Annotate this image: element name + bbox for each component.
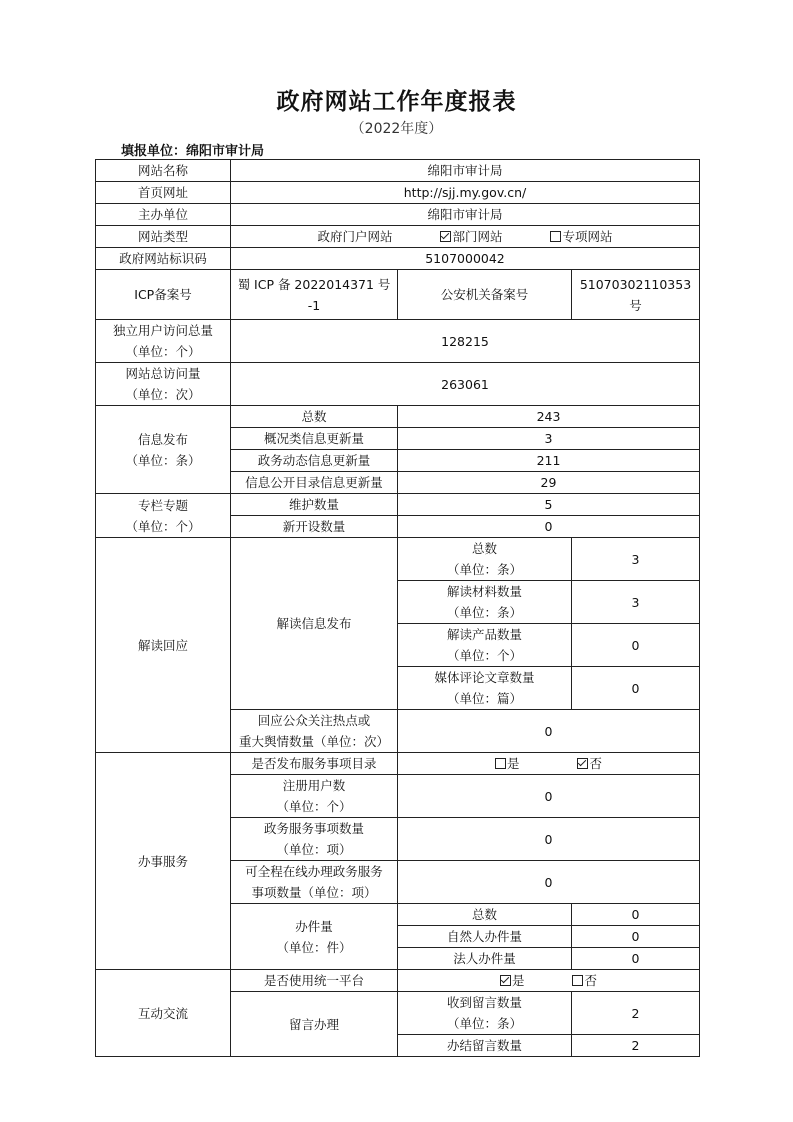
unique-visitors-label [96,320,231,363]
interp-products-unit: （单位：个） [446,648,522,663]
interp-hotspot-value: 0 [398,710,700,753]
info-publish-label-line1: 信息发布 [137,431,188,447]
total-visits-unit: （单位：次） [125,387,201,402]
service-items-label-line1: 政务服务事项数量 [263,821,364,836]
service-catalog-yes [495,753,520,774]
cases-legal-value: 0 [572,948,700,970]
columns-unit: （单位：个） [125,518,201,534]
online-items-label-line1: 可全程在线办理政务服务 [245,864,383,879]
report-table [95,159,700,1057]
interaction-label: 互动交流 [96,970,231,1057]
columns-label-line1: 专栏专题 [137,497,188,513]
interp-materials-value: 3 [572,581,700,624]
info-publish-unit: （单位：条） [125,452,201,468]
interp-total-value: 3 [572,538,700,581]
row-interp-total [96,538,700,581]
home-url-value: http://sjj.my.gov.cn/ [231,182,700,204]
cases-label-line1: 办件量 [295,918,333,934]
site-name-label: 网站名称 [96,160,231,182]
messages-label: 留言办理 [231,992,398,1057]
unique-visitors-value: 128215 [231,320,700,363]
registered-users-label-line1: 注册用户数 [282,778,346,793]
site-type-option-special [550,226,612,247]
page-title: 政府网站工作年度报表 [276,89,517,115]
row-columns-maintained [96,494,700,516]
interp-media-unit: （单位：篇） [446,691,522,706]
interp-media-label-line1: 媒体评论文章数量 [434,670,535,685]
site-type-option-department [440,226,502,247]
row-unique-visitors [96,320,700,363]
row-site-name [96,160,700,182]
site-name-value: 绵阳市审计局 [231,160,700,182]
info-news-value: 211 [398,450,700,472]
interp-materials-label [398,581,572,624]
site-type-special-label: 专项网站 [562,229,613,244]
site-type-department-label: 部门网站 [452,229,503,244]
row-home-url [96,182,700,204]
cases-unit: （单位：件） [276,939,352,955]
interp-products-label [398,624,572,667]
info-overview-value: 3 [398,428,700,450]
unified-platform-yes-label: 是 [512,973,525,988]
interp-media-value: 0 [572,667,700,710]
icp-value [231,270,398,320]
row-site-id [96,248,700,270]
columns-new-value: 0 [398,516,700,538]
checked-box-icon [577,758,588,769]
columns-maintained-value: 5 [398,494,700,516]
registered-users-value: 0 [398,775,700,818]
messages-closed-label: 办结留言数量 [398,1035,572,1057]
service-catalog-no [577,753,602,774]
interp-hotspot-label-line2: 重大舆情数量（单位：次） [238,734,389,749]
row-icp [96,270,700,320]
report-year: （2022年度） [350,121,443,137]
interp-total-unit: （单位：条） [446,562,522,577]
unchecked-box-icon [495,758,506,769]
online-items-value: 0 [398,861,700,904]
police-record-label: 公安机关备案号 [398,270,572,320]
icp-value-line1: 蜀 ICP 备 2022014371 号 [237,276,391,292]
interp-products-label-line1: 解读产品数量 [446,627,522,642]
interp-hotspot-label-line1: 回应公众关注热点或 [257,713,371,728]
unified-platform-no [572,970,597,991]
site-id-value: 5107000042 [231,248,700,270]
reporting-unit: 填报单位：绵阳市审计局 [121,144,265,159]
service-catalog-yes-label: 是 [507,756,520,771]
service-catalog-options [398,753,700,775]
unchecked-box-icon [572,975,583,986]
checked-box-icon [440,231,451,242]
online-items-label [231,861,398,904]
interp-materials-label-line1: 解读材料数量 [446,584,522,599]
police-record-value [572,270,700,320]
info-total-label: 总数 [231,406,398,428]
info-catalog-label: 信息公开目录信息更新量 [231,472,398,494]
messages-received-label-line1: 收到留言数量 [446,995,522,1010]
messages-received-value: 2 [572,992,700,1035]
messages-closed-value: 2 [572,1035,700,1057]
unchecked-box-icon [550,231,561,242]
row-total-visits [96,363,700,406]
columns-maintained-label: 维护数量 [231,494,398,516]
cases-label [231,904,398,970]
unique-visitors-label-line1: 独立用户访问总量 [112,323,213,338]
info-catalog-value: 29 [398,472,700,494]
interp-total-label [398,538,572,581]
unified-platform-yes [500,970,525,991]
cases-total-label: 总数 [398,904,572,926]
interp-hotspot-label [231,710,398,753]
row-unified-platform [96,970,700,992]
site-type-label: 网站类型 [96,226,231,248]
cases-total-value: 0 [572,904,700,926]
cases-natural-label: 自然人办件量 [398,926,572,948]
checked-box-icon [500,975,511,986]
host-unit-value: 绵阳市审计局 [231,204,700,226]
info-news-label: 政务动态信息更新量 [231,450,398,472]
cases-natural-value: 0 [572,926,700,948]
row-info-total [96,406,700,428]
cases-legal-label: 法人办件量 [398,948,572,970]
total-visits-label [96,363,231,406]
unified-platform-options [398,970,700,992]
info-publish-label [96,406,231,494]
service-items-label [231,818,398,861]
interp-products-value: 0 [572,624,700,667]
messages-received-unit: （单位：条） [446,1016,522,1031]
service-items-value: 0 [398,818,700,861]
registered-users-label [231,775,398,818]
registered-users-unit: （单位：个） [276,799,352,814]
service-items-unit: （单位：项） [276,842,352,857]
info-total-value: 243 [398,406,700,428]
columns-new-label: 新开设数量 [231,516,398,538]
host-unit-label: 主办单位 [96,204,231,226]
services-label: 办事服务 [96,753,231,970]
online-items-label-line2: 事项数量（单位：项） [251,885,377,900]
interp-materials-unit: （单位：条） [446,605,522,620]
unique-visitors-unit: （单位：个） [125,344,201,359]
unified-platform-label: 是否使用统一平台 [231,970,398,992]
service-catalog-no-label: 否 [589,756,602,771]
interp-media-label [398,667,572,710]
interpretation-publish-label: 解读信息发布 [231,538,398,710]
police-record-line2: 号 [629,297,642,313]
site-type-portal-label: 政府门户网站 [317,229,393,244]
interp-total-label-line1: 总数 [471,541,497,556]
columns-label [96,494,231,538]
row-site-type [96,226,700,248]
total-visits-value: 263061 [231,363,700,406]
site-type-option-portal [318,226,393,247]
site-id-label: 政府网站标识码 [96,248,231,270]
messages-received-label [398,992,572,1035]
info-overview-label: 概况类信息更新量 [231,428,398,450]
site-type-options [231,226,700,248]
service-catalog-label: 是否发布服务事项目录 [231,753,398,775]
interpretation-label: 解读回应 [96,538,231,753]
total-visits-label-line1: 网站总访问量 [125,366,201,381]
police-record-line1: 51070302110353 [579,276,692,292]
icp-label: ICP备案号 [96,270,231,320]
icp-value-line2: -1 [307,297,321,313]
unified-platform-no-label: 否 [584,973,597,988]
row-service-catalog [96,753,700,775]
row-host-unit [96,204,700,226]
home-url-label: 首页网址 [96,182,231,204]
